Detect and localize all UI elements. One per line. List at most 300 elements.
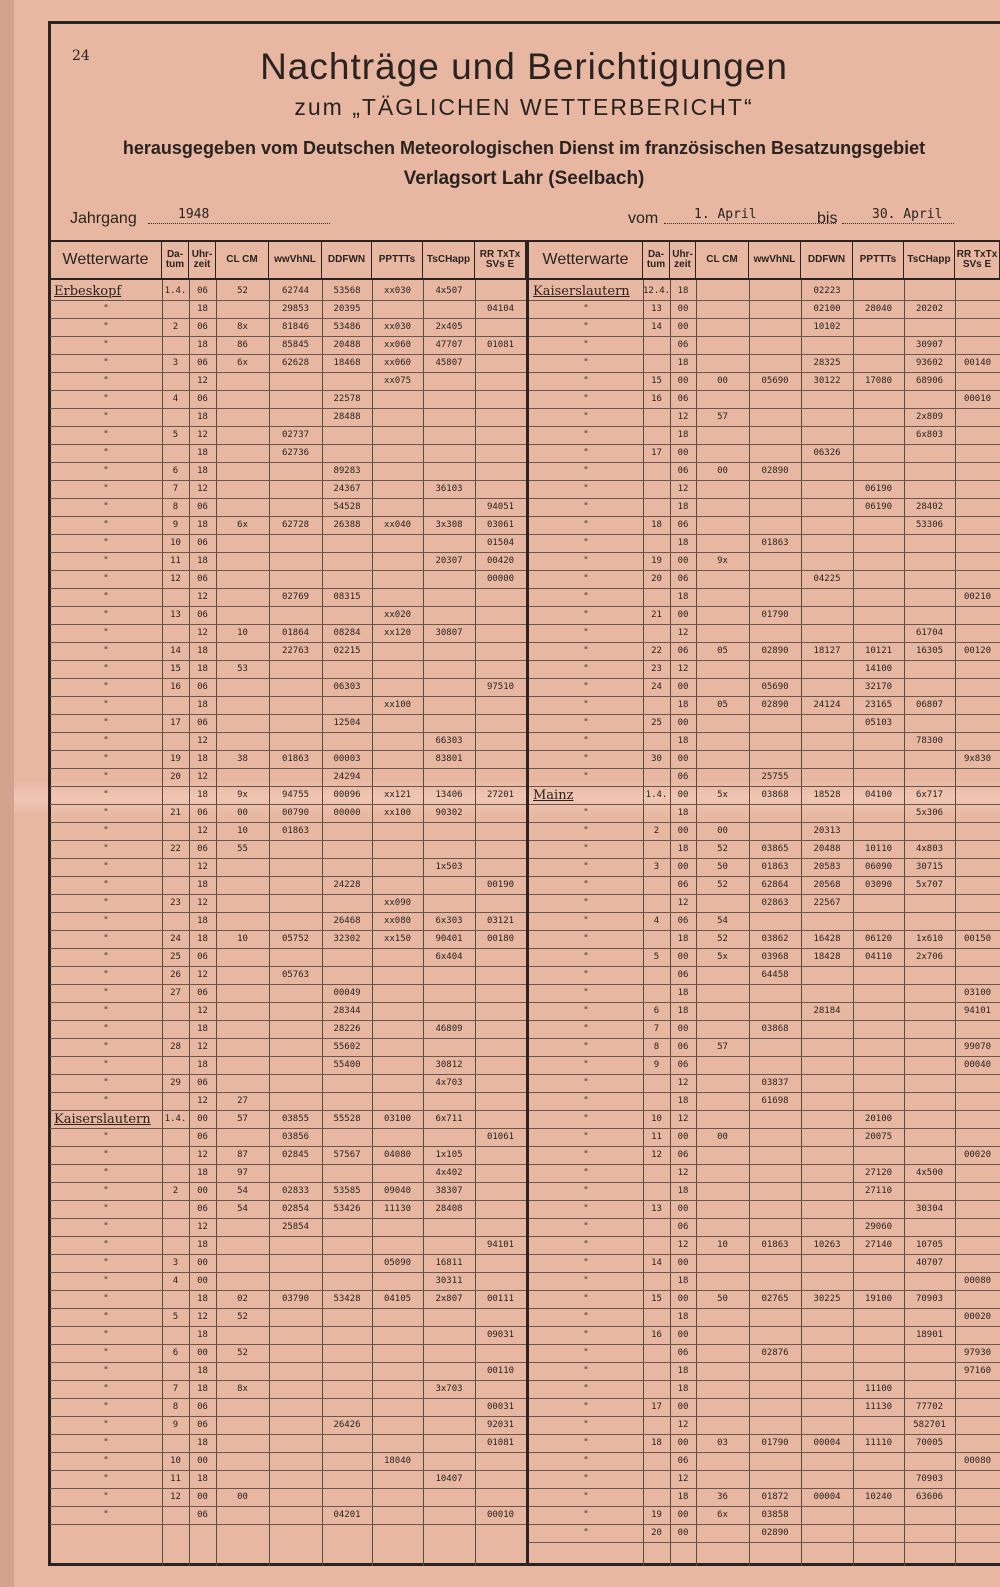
table-row: [50, 1021, 526, 1039]
cell-wwvhnl: [749, 1003, 801, 1020]
cell-ppttts: [372, 1003, 423, 1020]
cell-tschapp: 68906: [915, 376, 944, 386]
cell-time: 06: [197, 1420, 208, 1430]
cell-ppttts: 04100: [864, 790, 893, 800]
cell-ppttts: [853, 1255, 904, 1272]
cell-time: 18: [677, 358, 689, 368]
cell-tschapp: 30907: [915, 340, 944, 350]
cell-time: 00: [677, 1510, 689, 1520]
cell-ddfwn: [322, 1273, 372, 1290]
cell-rrtxtx: [955, 1471, 1000, 1488]
cell-tschapp: [904, 571, 955, 588]
cell-date: 13: [651, 1204, 662, 1214]
cell-ppttts: [372, 733, 423, 750]
cell-tschapp: 10705: [915, 1240, 944, 1250]
cell-ppttts: [372, 823, 423, 840]
cell-tschapp: 28408: [435, 1204, 463, 1214]
cell-clcm: 6x: [717, 1510, 728, 1520]
cell-rrtxtx: [475, 1003, 526, 1020]
table-row: [50, 1075, 526, 1093]
cell-clcm: 5x: [717, 790, 728, 800]
cell-wwvhnl: 02769: [281, 592, 310, 602]
cell-rrtxtx: [475, 967, 526, 984]
cell-date: 22: [170, 844, 181, 854]
cell-clcm: [216, 481, 269, 498]
cell-tschapp: 61704: [915, 628, 944, 638]
header-station: Wetterwarte: [50, 242, 162, 278]
cell-time: 18: [677, 1006, 689, 1016]
cell-tschapp: 30812: [435, 1060, 463, 1070]
cell-ddfwn: 20313: [813, 826, 841, 836]
table-row: [50, 1309, 526, 1327]
cell-wwvhnl: [749, 1183, 801, 1200]
cell-clcm: 10: [717, 1240, 728, 1250]
cell-date: 2: [172, 1186, 179, 1196]
cell-wwvhnl: [269, 895, 322, 912]
cell-ddfwn: [801, 679, 853, 696]
cell-time: 12: [197, 1150, 208, 1160]
cell-rrtxtx: [475, 985, 526, 1002]
table-row: [529, 301, 1000, 319]
cell-wwvhnl: [269, 733, 322, 750]
cell-wwvhnl: [269, 697, 322, 714]
cell-tschapp: 16811: [435, 1258, 463, 1268]
cell-date: 28: [170, 1042, 181, 1052]
cell-date: [643, 967, 670, 984]
cell-time: 06: [677, 574, 689, 584]
table-row: [50, 1201, 526, 1219]
cell-ddfwn: [801, 805, 853, 822]
cell-rrtxtx: [475, 319, 526, 336]
cell-clcm: [216, 1471, 269, 1488]
cell-tschapp: [423, 1507, 475, 1524]
cell-ddfwn: 55400: [333, 1060, 361, 1070]
cell-station: ": [583, 1366, 589, 1376]
cell-wwvhnl: 02765: [761, 1294, 789, 1304]
cell-wwvhnl: 05752: [281, 934, 310, 944]
cell-time: 12: [197, 772, 208, 782]
cell-time: 18: [197, 412, 208, 422]
cell-rrtxtx: [955, 427, 1000, 444]
cell-ppttts: [853, 409, 904, 426]
cell-date: [162, 1507, 189, 1524]
table-row: [529, 283, 1000, 301]
cell-time: 06: [677, 1222, 689, 1232]
cell-ppttts: [372, 985, 423, 1002]
cell-ddfwn: [322, 427, 372, 444]
table-row: [50, 337, 526, 355]
cell-ddfwn: 28184: [813, 1006, 841, 1016]
cell-rrtxtx: 97930: [963, 1348, 992, 1358]
cell-rrtxtx: [475, 463, 526, 480]
cell-tschapp: [904, 1039, 955, 1056]
cell-time: 00: [677, 862, 689, 872]
cell-time: 06: [197, 1132, 208, 1142]
cell-date: 9: [653, 1060, 660, 1070]
cell-rrtxtx: [955, 661, 1000, 678]
cell-wwvhnl: [269, 553, 322, 570]
cell-wwvhnl: [269, 841, 322, 858]
cell-tschapp: [904, 1075, 955, 1092]
table-row: [529, 1093, 1000, 1111]
cell-wwvhnl: 03868: [761, 1024, 789, 1034]
cell-ppttts: 18040: [383, 1456, 412, 1466]
cell-ddfwn: 26426: [333, 1420, 361, 1430]
cell-rrtxtx: [955, 1381, 1000, 1398]
cell-ddfwn: [322, 373, 372, 390]
cell-tschapp: [423, 1309, 475, 1326]
cell-tschapp: 90302: [435, 808, 463, 818]
cell-rrtxtx: [955, 1435, 1000, 1452]
header-ddfwn: DDFWN: [801, 242, 853, 278]
cell-ppttts: 04080: [383, 1150, 412, 1160]
cell-ddfwn: [801, 409, 853, 426]
cell-tschapp: [423, 769, 475, 786]
cell-station: ": [103, 1312, 109, 1322]
cell-rrtxtx: [475, 805, 526, 822]
cell-ppttts: 10121: [864, 646, 893, 656]
cell-clcm: 57: [237, 1114, 248, 1124]
cell-clcm: [216, 643, 269, 660]
cell-station: ": [583, 1384, 589, 1394]
cell-station: ": [583, 1132, 589, 1142]
cell-clcm: 57: [717, 1042, 728, 1052]
table-row: [50, 1093, 526, 1111]
cell-time: 00: [677, 1402, 689, 1412]
cell-ppttts: [372, 1399, 423, 1416]
cell-clcm: [216, 409, 269, 426]
cell-station: ": [103, 1222, 109, 1232]
cell-ppttts: xx120: [383, 628, 412, 638]
cell-rrtxtx: [475, 283, 526, 300]
table-row: [50, 463, 526, 481]
cell-wwvhnl: [269, 949, 322, 966]
cell-wwvhnl: [269, 1327, 322, 1344]
cell-wwvhnl: 02890: [761, 466, 789, 476]
cell-ppttts: [372, 1129, 423, 1146]
cell-tschapp: 30304: [915, 1204, 944, 1214]
cell-station: ": [103, 916, 109, 926]
cell-ppttts: xx030: [383, 286, 412, 296]
cell-date: [162, 913, 189, 930]
cell-ddfwn: [801, 913, 853, 930]
cell-time: 18: [197, 646, 208, 656]
cell-ppttts: [853, 895, 904, 912]
cell-date: 1.4.: [164, 1114, 187, 1124]
table-row: [529, 1489, 1000, 1507]
cell-rrtxtx: 00080: [963, 1276, 992, 1286]
publication-place: Verlagsort Lahr (Seelbach): [403, 168, 645, 189]
cell-station: ": [583, 970, 589, 980]
cell-ddfwn: [801, 1111, 853, 1128]
cell-ddfwn: [801, 985, 853, 1002]
cell-date: 19: [651, 1510, 662, 1520]
cell-rrtxtx: 00080: [963, 1456, 992, 1466]
cell-clcm: [216, 697, 269, 714]
cell-wwvhnl: [749, 1309, 801, 1326]
cell-station: ": [583, 1420, 589, 1430]
cell-tschapp: 2x706: [915, 952, 944, 962]
cell-ddfwn: [801, 967, 853, 984]
cell-ddfwn: [322, 841, 372, 858]
cell-date: [643, 337, 670, 354]
cell-ddfwn: [801, 1075, 853, 1092]
table-row: [529, 499, 1000, 517]
cell-rrtxtx: [475, 1345, 526, 1362]
cell-wwvhnl: [749, 427, 801, 444]
cell-station: ": [103, 1330, 109, 1340]
table-row: [529, 1273, 1000, 1291]
cell-date: [643, 481, 670, 498]
cell-time: 00: [677, 1528, 689, 1538]
cell-ddfwn: 20488: [333, 340, 361, 350]
cell-date: 8: [653, 1042, 660, 1052]
cell-ppttts: [853, 805, 904, 822]
table-left-half: [50, 240, 526, 1566]
cell-clcm: [216, 463, 269, 480]
cell-rrtxtx: 03121: [486, 916, 515, 926]
table-row: [529, 787, 1000, 805]
cell-ppttts: xx121: [383, 790, 412, 800]
cell-ppttts: [853, 355, 904, 372]
cell-date: 14: [651, 322, 662, 332]
cell-clcm: [216, 733, 269, 750]
cell-wwvhnl: [749, 409, 801, 426]
cell-rrtxtx: 00140: [963, 358, 992, 368]
cell-rrtxtx: [955, 463, 1000, 480]
table-row: [529, 1327, 1000, 1345]
cell-time: 18: [197, 1060, 208, 1070]
cell-clcm: [696, 715, 749, 732]
cell-tschapp: [904, 283, 955, 300]
cell-station: ": [583, 394, 589, 404]
cell-date: 15: [651, 376, 662, 386]
cell-wwvhnl: 01790: [761, 610, 789, 620]
cell-station: ": [583, 700, 589, 710]
table-row: [529, 751, 1000, 769]
cell-tschapp: 5x306: [915, 808, 944, 818]
cell-wwvhnl: [749, 445, 801, 462]
table-body-left: [50, 283, 526, 1525]
table-row: [50, 427, 526, 445]
cell-rrtxtx: [475, 1489, 526, 1506]
cell-wwvhnl: 29853: [281, 304, 310, 314]
cell-wwvhnl: [269, 373, 322, 390]
cell-station: ": [103, 322, 109, 332]
cell-station: ": [103, 862, 109, 872]
cell-date: [162, 301, 189, 318]
cell-wwvhnl: 01863: [281, 826, 310, 836]
cell-ddfwn: [322, 1435, 372, 1452]
cell-time: 18: [677, 430, 689, 440]
cell-tschapp: 1x105: [435, 1150, 463, 1160]
table-row: [529, 319, 1000, 337]
cell-wwvhnl: [749, 499, 801, 516]
cell-clcm: [696, 337, 749, 354]
cell-station: ": [103, 988, 109, 998]
cell-clcm: 57: [717, 412, 728, 422]
cell-ppttts: [853, 1003, 904, 1020]
cell-ddfwn: [322, 571, 372, 588]
cell-date: 7: [172, 484, 179, 494]
cell-clcm: 00: [717, 826, 728, 836]
cell-tschapp: 30311: [435, 1276, 463, 1286]
cell-station: ": [583, 1168, 589, 1178]
cell-clcm: [696, 625, 749, 642]
cell-date: 21: [170, 808, 181, 818]
cell-ppttts: [372, 1327, 423, 1344]
cell-rrtxtx: [955, 877, 1000, 894]
cell-wwvhnl: [269, 679, 322, 696]
cell-ppttts: [372, 1489, 423, 1506]
cell-ddfwn: [801, 427, 853, 444]
cell-tschapp: [423, 427, 475, 444]
cell-clcm: [216, 895, 269, 912]
cell-station: ": [103, 1510, 109, 1520]
cell-wwvhnl: [749, 1057, 801, 1074]
cell-rrtxtx: [475, 751, 526, 768]
cell-station: ": [103, 610, 109, 620]
table-row: [529, 679, 1000, 697]
cell-tschapp: 4x500: [915, 1168, 944, 1178]
cell-date: 11: [170, 1474, 181, 1484]
cell-ddfwn: [322, 1093, 372, 1110]
cell-tschapp: [904, 319, 955, 336]
cell-date: [162, 1327, 189, 1344]
cell-ddfwn: 00004: [813, 1492, 841, 1502]
table-row: [50, 553, 526, 571]
cell-ddfwn: 24228: [333, 880, 361, 890]
cell-clcm: 52: [237, 1312, 248, 1322]
cell-wwvhnl: [269, 535, 322, 552]
cell-time: 00: [677, 610, 689, 620]
cell-ppttts: [372, 1237, 423, 1254]
cell-date: 5: [653, 952, 660, 962]
cell-date: [643, 895, 670, 912]
cell-clcm: [696, 1057, 749, 1074]
cell-ppttts: xx030: [383, 322, 412, 332]
cell-wwvhnl: 25755: [761, 772, 789, 782]
cell-ddfwn: [322, 859, 372, 876]
table-row: [529, 463, 1000, 481]
table-row: [50, 319, 526, 337]
header-rrtxtx: RR TxTx SVs E: [955, 242, 1000, 278]
cell-date: [643, 1471, 670, 1488]
table-row: [529, 589, 1000, 607]
cell-station: ": [103, 484, 109, 494]
cell-tschapp: [423, 535, 475, 552]
cell-ddfwn: 06303: [333, 682, 361, 692]
cell-ddfwn: 00049: [333, 988, 361, 998]
cell-ppttts: [853, 1453, 904, 1470]
cell-clcm: 53: [237, 664, 248, 674]
cell-ppttts: [372, 427, 423, 444]
cell-rrtxtx: [475, 1273, 526, 1290]
cell-station: ": [103, 1132, 109, 1142]
cell-station: ": [583, 1276, 589, 1286]
cell-clcm: 52: [237, 1348, 248, 1358]
cell-time: 06: [677, 1060, 689, 1070]
cell-time: 12: [197, 970, 208, 980]
cell-tschapp: 2x807: [435, 1294, 463, 1304]
cell-ppttts: xx020: [383, 610, 412, 620]
cell-tschapp: 4x402: [435, 1168, 463, 1178]
cell-time: 06: [197, 952, 208, 962]
cell-wwvhnl: [749, 1111, 801, 1128]
table-row: [50, 697, 526, 715]
cell-wwvhnl: [269, 715, 322, 732]
cell-ddfwn: [801, 1273, 853, 1290]
cell-time: 18: [197, 880, 208, 890]
header-ppttts: PPTTTs: [372, 242, 423, 278]
cell-rrtxtx: 94101: [486, 1240, 515, 1250]
cell-ddfwn: 04225: [813, 574, 841, 584]
cell-wwvhnl: [749, 805, 801, 822]
cell-ppttts: [853, 1147, 904, 1164]
cell-wwvhnl: [749, 571, 801, 588]
cell-wwvhnl: 05763: [281, 970, 310, 980]
cell-tschapp: 20307: [435, 556, 463, 566]
cell-tschapp: [904, 589, 955, 606]
cell-tschapp: 1x610: [915, 934, 944, 944]
cell-rrtxtx: [955, 1219, 1000, 1236]
cell-station: ": [583, 430, 589, 440]
cell-tschapp: [904, 445, 955, 462]
cell-wwvhnl: [269, 1057, 322, 1074]
cell-rrtxtx: [475, 481, 526, 498]
cell-ddfwn: 20488: [813, 844, 841, 854]
cell-tschapp: [423, 571, 475, 588]
cell-rrtxtx: [955, 1291, 1000, 1308]
cell-station: ": [583, 628, 589, 638]
cell-tschapp: [423, 1093, 475, 1110]
cell-ppttts: [853, 1309, 904, 1326]
cell-rrtxtx: [955, 841, 1000, 858]
cell-rrtxtx: [955, 301, 1000, 318]
cell-clcm: [216, 769, 269, 786]
cell-tschapp: [904, 1057, 955, 1074]
cell-ddfwn: 08284: [333, 628, 361, 638]
cell-time: 18: [197, 1294, 208, 1304]
cell-time: 00: [677, 718, 689, 728]
cell-station: ": [103, 1438, 109, 1448]
cell-time: 06: [197, 1078, 208, 1088]
cell-time: 06: [677, 520, 689, 530]
cell-ppttts: [372, 679, 423, 696]
cell-station: ": [583, 988, 589, 998]
cell-station: ": [583, 1150, 589, 1160]
cell-date: 22: [651, 646, 662, 656]
cell-time: 00: [197, 1258, 208, 1268]
cell-station: Kaiserslautern: [54, 1112, 151, 1127]
table-row: [529, 1021, 1000, 1039]
cell-date: 16: [170, 682, 181, 692]
table-row: [50, 517, 526, 535]
cell-station: ": [583, 898, 589, 908]
header-clcm: CL CM: [696, 242, 749, 278]
cell-rrtxtx: [475, 715, 526, 732]
cell-time: 00: [197, 1276, 208, 1286]
cell-date: [162, 697, 189, 714]
cell-wwvhnl: [269, 1417, 322, 1434]
cell-station: ": [583, 1312, 589, 1322]
cell-ddfwn: [801, 1345, 853, 1362]
cell-station: ": [103, 898, 109, 908]
cell-wwvhnl: [749, 913, 801, 930]
cell-ppttts: 06190: [864, 502, 893, 512]
cell-time: 18: [677, 844, 689, 854]
cell-rrtxtx: [475, 625, 526, 642]
